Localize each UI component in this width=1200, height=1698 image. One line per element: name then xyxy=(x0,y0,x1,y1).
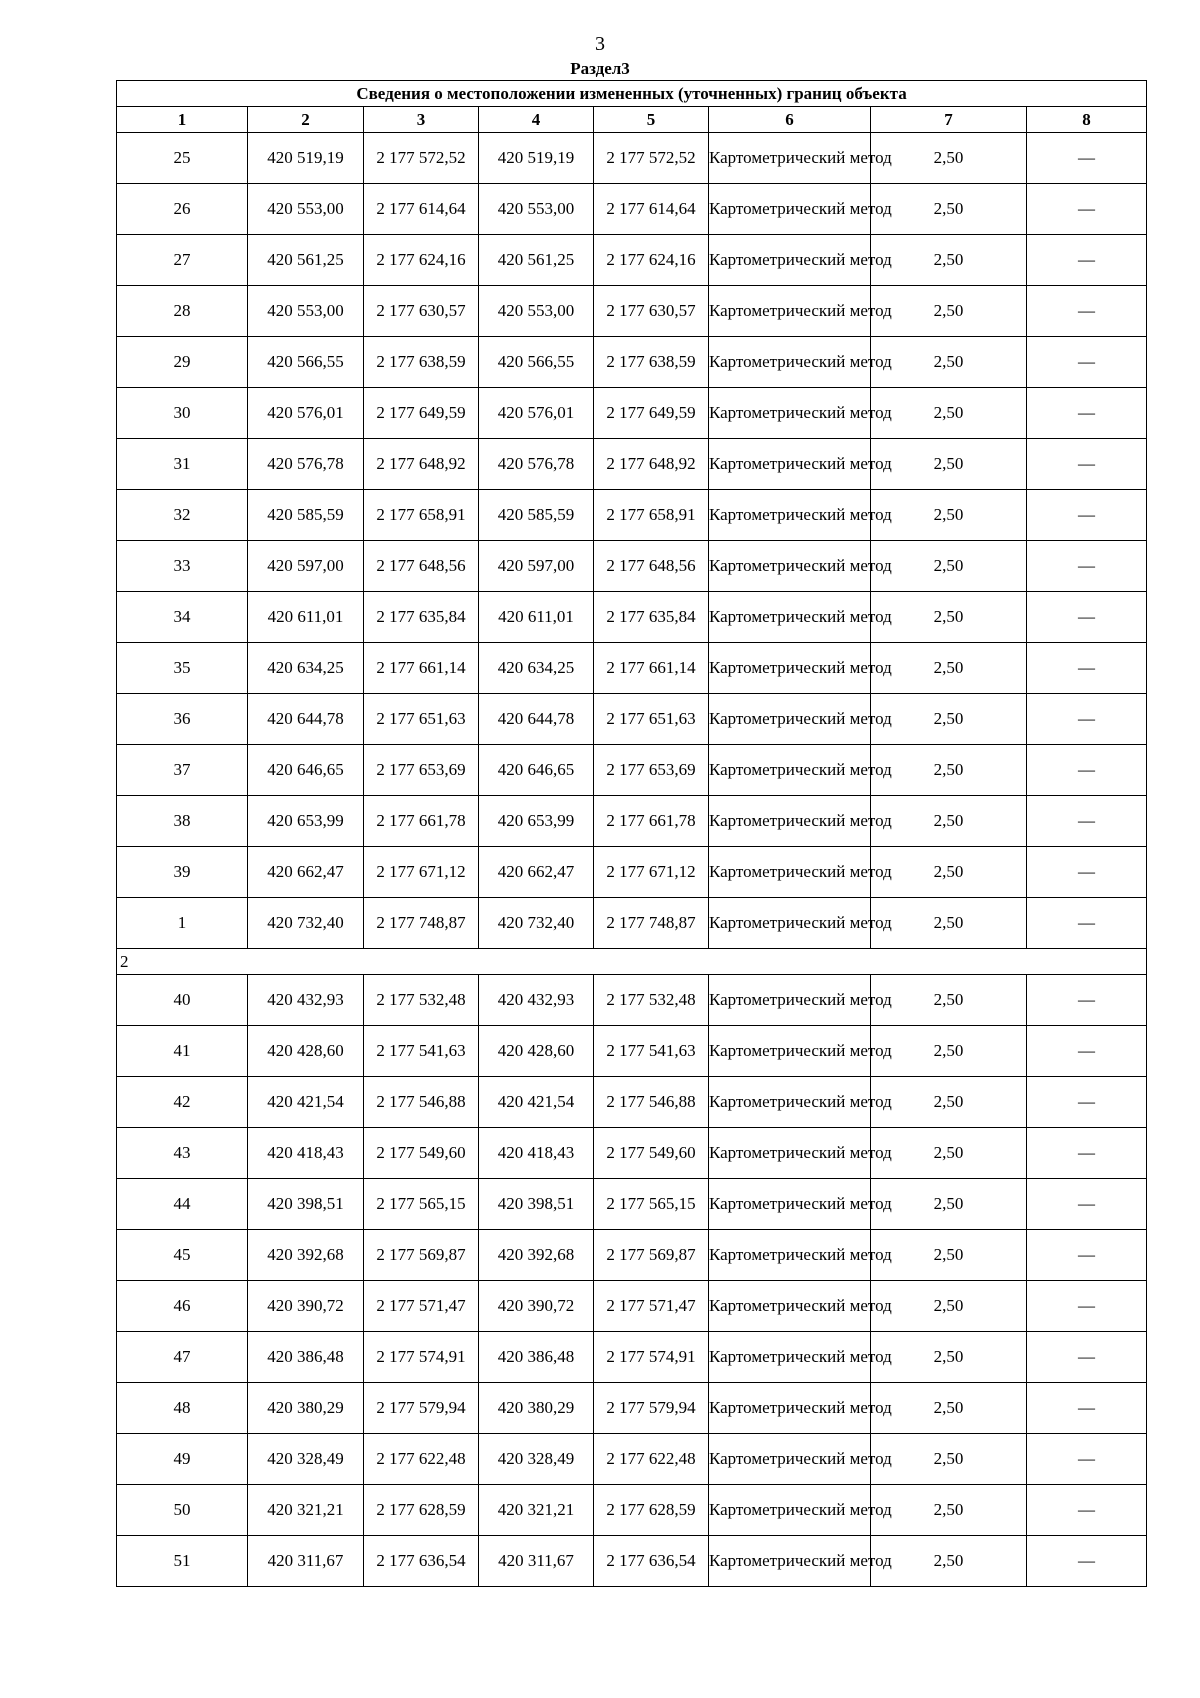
table-caption: Сведения о местоположении измененных (уточненных) границ объекта xyxy=(117,81,1147,107)
table-cell: 2 177 636,54 xyxy=(594,1536,709,1587)
table-cell: 420 390,72 xyxy=(248,1281,364,1332)
table-cell: 420 732,40 xyxy=(248,898,364,949)
table-cell: 2 177 541,63 xyxy=(594,1026,709,1077)
table-cell: — xyxy=(1027,133,1147,184)
table-cell: 2 177 579,94 xyxy=(594,1383,709,1434)
table-row xyxy=(117,490,1147,541)
table-cell: 2 177 614,64 xyxy=(364,184,479,235)
table-cell: 420 653,99 xyxy=(248,796,364,847)
column-header: 4 xyxy=(479,107,594,133)
column-header: 8 xyxy=(1027,107,1147,133)
table-cell: 44 xyxy=(117,1179,248,1230)
contour-group-label: 2 xyxy=(117,949,1147,975)
table-cell: 2 177 579,94 xyxy=(364,1383,479,1434)
table-cell: — xyxy=(1027,439,1147,490)
table-cell: 2 177 574,91 xyxy=(364,1332,479,1383)
table-cell: 420 386,48 xyxy=(479,1332,594,1383)
table-cell: 2 177 635,84 xyxy=(594,592,709,643)
table-cell: 420 576,78 xyxy=(479,439,594,490)
table-cell: 2,50 xyxy=(871,1230,1027,1281)
table-row xyxy=(117,694,1147,745)
section-title: Раздел3 xyxy=(570,59,630,78)
table-cell: 45 xyxy=(117,1230,248,1281)
table-cell: 2,50 xyxy=(871,133,1027,184)
table-cell: 2 177 748,87 xyxy=(594,898,709,949)
table-cell: 2,50 xyxy=(871,388,1027,439)
table-cell: 420 390,72 xyxy=(479,1281,594,1332)
table-cell: 2 177 671,12 xyxy=(364,847,479,898)
table-cell: 420 421,54 xyxy=(248,1077,364,1128)
table-cell: 38 xyxy=(117,796,248,847)
table-cell: — xyxy=(1027,337,1147,388)
table-cell: 420 634,25 xyxy=(479,643,594,694)
table-cell: Картометрический метод xyxy=(709,1332,871,1383)
table-cell: 2 177 565,15 xyxy=(594,1179,709,1230)
table-cell: 2 177 628,59 xyxy=(364,1485,479,1536)
table-cell: 2,50 xyxy=(871,898,1027,949)
table-row xyxy=(117,1179,1147,1230)
table-cell: — xyxy=(1027,1026,1147,1077)
table-cell: Картометрический метод xyxy=(709,184,871,235)
table-cell: 420 662,47 xyxy=(248,847,364,898)
table-cell: — xyxy=(1027,592,1147,643)
table-cell: 2,50 xyxy=(871,745,1027,796)
table-cell: 31 xyxy=(117,439,248,490)
table-cell: 49 xyxy=(117,1434,248,1485)
table-cell: 2,50 xyxy=(871,1128,1027,1179)
table-cell: 47 xyxy=(117,1332,248,1383)
table-row xyxy=(117,796,1147,847)
table-cell: 2 177 658,91 xyxy=(594,490,709,541)
table-cell: 2,50 xyxy=(871,1536,1027,1587)
table-cell: 50 xyxy=(117,1485,248,1536)
table-row xyxy=(117,1128,1147,1179)
table-cell: Картометрический метод xyxy=(709,1179,871,1230)
table-cell: — xyxy=(1027,1281,1147,1332)
table-cell: 420 311,67 xyxy=(248,1536,364,1587)
table-cell: 420 392,68 xyxy=(479,1230,594,1281)
table-cell: 2 177 661,78 xyxy=(364,796,479,847)
table-cell: 420 432,93 xyxy=(248,975,364,1026)
table-cell: 420 634,25 xyxy=(248,643,364,694)
table-cell: 33 xyxy=(117,541,248,592)
table-cell: Картометрический метод xyxy=(709,745,871,796)
table-cell: 30 xyxy=(117,388,248,439)
table-cell: 2 177 653,69 xyxy=(364,745,479,796)
table-cell: 46 xyxy=(117,1281,248,1332)
table-cell: 2 177 549,60 xyxy=(594,1128,709,1179)
table-cell: 2 177 624,16 xyxy=(594,235,709,286)
table-cell: 2 177 622,48 xyxy=(364,1434,479,1485)
table-cell: 2 177 565,15 xyxy=(364,1179,479,1230)
table-cell: 2,50 xyxy=(871,337,1027,388)
table-cell: 2 177 649,59 xyxy=(594,388,709,439)
table-cell: 420 380,29 xyxy=(479,1383,594,1434)
table-cell: Картометрический метод xyxy=(709,1434,871,1485)
table-cell: — xyxy=(1027,643,1147,694)
table-cell: 2,50 xyxy=(871,286,1027,337)
table-cell: — xyxy=(1027,1332,1147,1383)
table-cell: 2 177 628,59 xyxy=(594,1485,709,1536)
table-cell: — xyxy=(1027,1128,1147,1179)
table-cell: 420 553,00 xyxy=(479,286,594,337)
table-cell: Картометрический метод xyxy=(709,1383,871,1434)
table-cell: 2 177 648,56 xyxy=(364,541,479,592)
table-cell: 2,50 xyxy=(871,1485,1027,1536)
table-cell: 420 597,00 xyxy=(479,541,594,592)
column-header: 1 xyxy=(117,107,248,133)
table-cell: 29 xyxy=(117,337,248,388)
table-cell: — xyxy=(1027,286,1147,337)
table-cell: 420 585,59 xyxy=(479,490,594,541)
table-cell: 420 418,43 xyxy=(479,1128,594,1179)
table-cell: Картометрический метод xyxy=(709,1230,871,1281)
table-row xyxy=(117,847,1147,898)
table-cell: 2 177 614,64 xyxy=(594,184,709,235)
table-row xyxy=(117,1536,1147,1587)
table-cell: Картометрический метод xyxy=(709,133,871,184)
table-cell: — xyxy=(1027,235,1147,286)
table-cell: 34 xyxy=(117,592,248,643)
table-row xyxy=(117,643,1147,694)
table-cell: 28 xyxy=(117,286,248,337)
table-row xyxy=(117,133,1147,184)
table-cell: — xyxy=(1027,847,1147,898)
table-cell: 2,50 xyxy=(871,439,1027,490)
table-cell: — xyxy=(1027,1485,1147,1536)
table-cell: 420 553,00 xyxy=(479,184,594,235)
table-cell: 2 177 571,47 xyxy=(364,1281,479,1332)
table-cell: 2 177 630,57 xyxy=(364,286,479,337)
table-cell: Картометрический метод xyxy=(709,439,871,490)
table-cell: — xyxy=(1027,184,1147,235)
contour-group-row xyxy=(117,949,1147,975)
table-cell: 420 576,01 xyxy=(479,388,594,439)
table-row xyxy=(117,898,1147,949)
table-cell: — xyxy=(1027,388,1147,439)
table-cell: 2,50 xyxy=(871,490,1027,541)
table-cell: 2,50 xyxy=(871,235,1027,286)
table-cell: Картометрический метод xyxy=(709,1281,871,1332)
column-header: 5 xyxy=(594,107,709,133)
table-cell: Картометрический метод xyxy=(709,1128,871,1179)
table-cell: 420 398,51 xyxy=(479,1179,594,1230)
table-cell: 2,50 xyxy=(871,1281,1027,1332)
table-row xyxy=(117,1332,1147,1383)
table-cell: 420 576,78 xyxy=(248,439,364,490)
table-cell: 420 519,19 xyxy=(479,133,594,184)
table-cell: Картометрический метод xyxy=(709,1485,871,1536)
table-row xyxy=(117,439,1147,490)
table-cell: 420 597,00 xyxy=(248,541,364,592)
table-cell: — xyxy=(1027,745,1147,796)
table-cell: 2 177 649,59 xyxy=(364,388,479,439)
table-cell: 420 576,01 xyxy=(248,388,364,439)
table-cell: 2,50 xyxy=(871,1332,1027,1383)
table-row xyxy=(117,541,1147,592)
table-cell: 420 561,25 xyxy=(248,235,364,286)
table-cell: 2 177 630,57 xyxy=(594,286,709,337)
table-cell: 420 519,19 xyxy=(248,133,364,184)
table-cell: 420 386,48 xyxy=(248,1332,364,1383)
table-cell: 2 177 636,54 xyxy=(364,1536,479,1587)
table-row xyxy=(117,1230,1147,1281)
table-cell: 2 177 661,14 xyxy=(594,643,709,694)
table-cell: 2 177 572,52 xyxy=(594,133,709,184)
table-cell: 2 177 546,88 xyxy=(364,1077,479,1128)
table-cell: 2 177 569,87 xyxy=(594,1230,709,1281)
table-cell: Картометрический метод xyxy=(709,796,871,847)
table-cell: — xyxy=(1027,490,1147,541)
table-cell: 420 553,00 xyxy=(248,286,364,337)
table-row xyxy=(117,1383,1147,1434)
table-cell: — xyxy=(1027,975,1147,1026)
table-cell: — xyxy=(1027,541,1147,592)
table-cell: 420 553,00 xyxy=(248,184,364,235)
table-cell: 420 428,60 xyxy=(479,1026,594,1077)
table-cell: 420 644,78 xyxy=(248,694,364,745)
table-cell: 2 177 549,60 xyxy=(364,1128,479,1179)
table-cell: — xyxy=(1027,1179,1147,1230)
table-cell: 1 xyxy=(117,898,248,949)
table-cell: 2 177 661,78 xyxy=(594,796,709,847)
table-cell: 420 611,01 xyxy=(248,592,364,643)
table-cell: Картометрический метод xyxy=(709,286,871,337)
table-cell: Картометрический метод xyxy=(709,541,871,592)
table-cell: 2,50 xyxy=(871,1383,1027,1434)
table-cell: 2 177 648,56 xyxy=(594,541,709,592)
table-row xyxy=(117,388,1147,439)
table-row xyxy=(117,286,1147,337)
table-cell: 2,50 xyxy=(871,694,1027,745)
table-cell: 420 418,43 xyxy=(248,1128,364,1179)
table-cell: Картометрический метод xyxy=(709,388,871,439)
table-cell: 39 xyxy=(117,847,248,898)
table-cell: Картометрический метод xyxy=(709,1026,871,1077)
table-cell: — xyxy=(1027,1383,1147,1434)
table-cell: 2 177 532,48 xyxy=(594,975,709,1026)
table-cell: 2,50 xyxy=(871,184,1027,235)
table-cell: 2,50 xyxy=(871,1026,1027,1077)
table-cell: 2,50 xyxy=(871,847,1027,898)
table-cell: 420 321,21 xyxy=(248,1485,364,1536)
table-cell: Картометрический метод xyxy=(709,592,871,643)
table-row xyxy=(117,745,1147,796)
table-cell: 420 432,93 xyxy=(479,975,594,1026)
table-cell: — xyxy=(1027,1434,1147,1485)
table-cell: 27 xyxy=(117,235,248,286)
table-cell: Картометрический метод xyxy=(709,235,871,286)
table-cell: 420 321,21 xyxy=(479,1485,594,1536)
table-cell: — xyxy=(1027,694,1147,745)
table-caption-row xyxy=(117,81,1147,107)
table-row xyxy=(117,1281,1147,1332)
table-cell: 26 xyxy=(117,184,248,235)
table-cell: 2,50 xyxy=(871,975,1027,1026)
column-header-row xyxy=(117,107,1147,133)
table-cell: 420 328,49 xyxy=(479,1434,594,1485)
table-cell: 25 xyxy=(117,133,248,184)
column-header: 6 xyxy=(709,107,871,133)
table-cell: 2 177 638,59 xyxy=(364,337,479,388)
table-cell: 2 177 574,91 xyxy=(594,1332,709,1383)
table-cell: 2 177 653,69 xyxy=(594,745,709,796)
table-cell: 420 566,55 xyxy=(479,337,594,388)
table-cell: Картометрический метод xyxy=(709,1536,871,1587)
table-cell: 420 328,49 xyxy=(248,1434,364,1485)
table-row xyxy=(117,1077,1147,1128)
table-cell: 2 177 622,48 xyxy=(594,1434,709,1485)
table-cell: 420 585,59 xyxy=(248,490,364,541)
table-cell: 2 177 648,92 xyxy=(364,439,479,490)
table-cell: 35 xyxy=(117,643,248,694)
table-cell: — xyxy=(1027,796,1147,847)
table-cell: 2 177 532,48 xyxy=(364,975,479,1026)
column-header: 7 xyxy=(871,107,1027,133)
table-cell: 420 662,47 xyxy=(479,847,594,898)
table-row xyxy=(117,337,1147,388)
table-cell: 420 561,25 xyxy=(479,235,594,286)
table-cell: 36 xyxy=(117,694,248,745)
table-cell: 420 311,67 xyxy=(479,1536,594,1587)
column-header: 2 xyxy=(248,107,364,133)
table-cell: 2,50 xyxy=(871,643,1027,694)
table-cell: Картометрический метод xyxy=(709,694,871,745)
table-cell: Картометрический метод xyxy=(709,1077,871,1128)
table-row xyxy=(117,184,1147,235)
table-cell: 420 646,65 xyxy=(248,745,364,796)
table-cell: Картометрический метод xyxy=(709,337,871,388)
table-row xyxy=(117,235,1147,286)
table-cell: 2 177 638,59 xyxy=(594,337,709,388)
table-cell: Картометрический метод xyxy=(709,898,871,949)
table-cell: — xyxy=(1027,1077,1147,1128)
table-cell: 420 653,99 xyxy=(479,796,594,847)
table-cell: 48 xyxy=(117,1383,248,1434)
table-cell: 2 177 571,47 xyxy=(594,1281,709,1332)
table-cell: 32 xyxy=(117,490,248,541)
table-cell: 420 566,55 xyxy=(248,337,364,388)
table-cell: 420 646,65 xyxy=(479,745,594,796)
table-cell: Картометрический метод xyxy=(709,490,871,541)
table-cell: 2,50 xyxy=(871,1434,1027,1485)
table-cell: 37 xyxy=(117,745,248,796)
table-cell: 2,50 xyxy=(871,1077,1027,1128)
table-row xyxy=(117,975,1147,1026)
table-cell: 2 177 572,52 xyxy=(364,133,479,184)
table-cell: — xyxy=(1027,898,1147,949)
table-cell: 2 177 671,12 xyxy=(594,847,709,898)
coordinates-table xyxy=(116,80,1147,1587)
table-cell: 2 177 541,63 xyxy=(364,1026,479,1077)
table-cell: 420 398,51 xyxy=(248,1179,364,1230)
table-cell: 420 732,40 xyxy=(479,898,594,949)
table-cell: 2 177 748,87 xyxy=(364,898,479,949)
table-cell: 420 380,29 xyxy=(248,1383,364,1434)
table-cell: — xyxy=(1027,1536,1147,1587)
table-cell: 2 177 624,16 xyxy=(364,235,479,286)
table-cell: 40 xyxy=(117,975,248,1026)
table-cell: 43 xyxy=(117,1128,248,1179)
page-number: 3 xyxy=(595,33,605,55)
table-cell: 420 421,54 xyxy=(479,1077,594,1128)
table-cell: 41 xyxy=(117,1026,248,1077)
table-cell: Картометрический метод xyxy=(709,847,871,898)
table-cell: 2 177 635,84 xyxy=(364,592,479,643)
table-cell: 2,50 xyxy=(871,541,1027,592)
table-cell: 2 177 661,14 xyxy=(364,643,479,694)
table-cell: 420 392,68 xyxy=(248,1230,364,1281)
table-cell: 2 177 651,63 xyxy=(364,694,479,745)
table-row xyxy=(117,1485,1147,1536)
table-cell: 2 177 546,88 xyxy=(594,1077,709,1128)
table-cell: 2,50 xyxy=(871,1179,1027,1230)
table-row xyxy=(117,592,1147,643)
table-cell: 42 xyxy=(117,1077,248,1128)
table-cell: 2 177 658,91 xyxy=(364,490,479,541)
table-cell: 51 xyxy=(117,1536,248,1587)
table-cell: 2 177 648,92 xyxy=(594,439,709,490)
table-cell: — xyxy=(1027,1230,1147,1281)
table-cell: 420 644,78 xyxy=(479,694,594,745)
table-cell: Картометрический метод xyxy=(709,975,871,1026)
table-cell: 420 611,01 xyxy=(479,592,594,643)
table-cell: 2,50 xyxy=(871,796,1027,847)
table-row xyxy=(117,1434,1147,1485)
column-header: 3 xyxy=(364,107,479,133)
table-cell: 2 177 651,63 xyxy=(594,694,709,745)
table-cell: 420 428,60 xyxy=(248,1026,364,1077)
table-cell: Картометрический метод xyxy=(709,643,871,694)
table-cell: 2 177 569,87 xyxy=(364,1230,479,1281)
table-row xyxy=(117,1026,1147,1077)
table-cell: 2,50 xyxy=(871,592,1027,643)
